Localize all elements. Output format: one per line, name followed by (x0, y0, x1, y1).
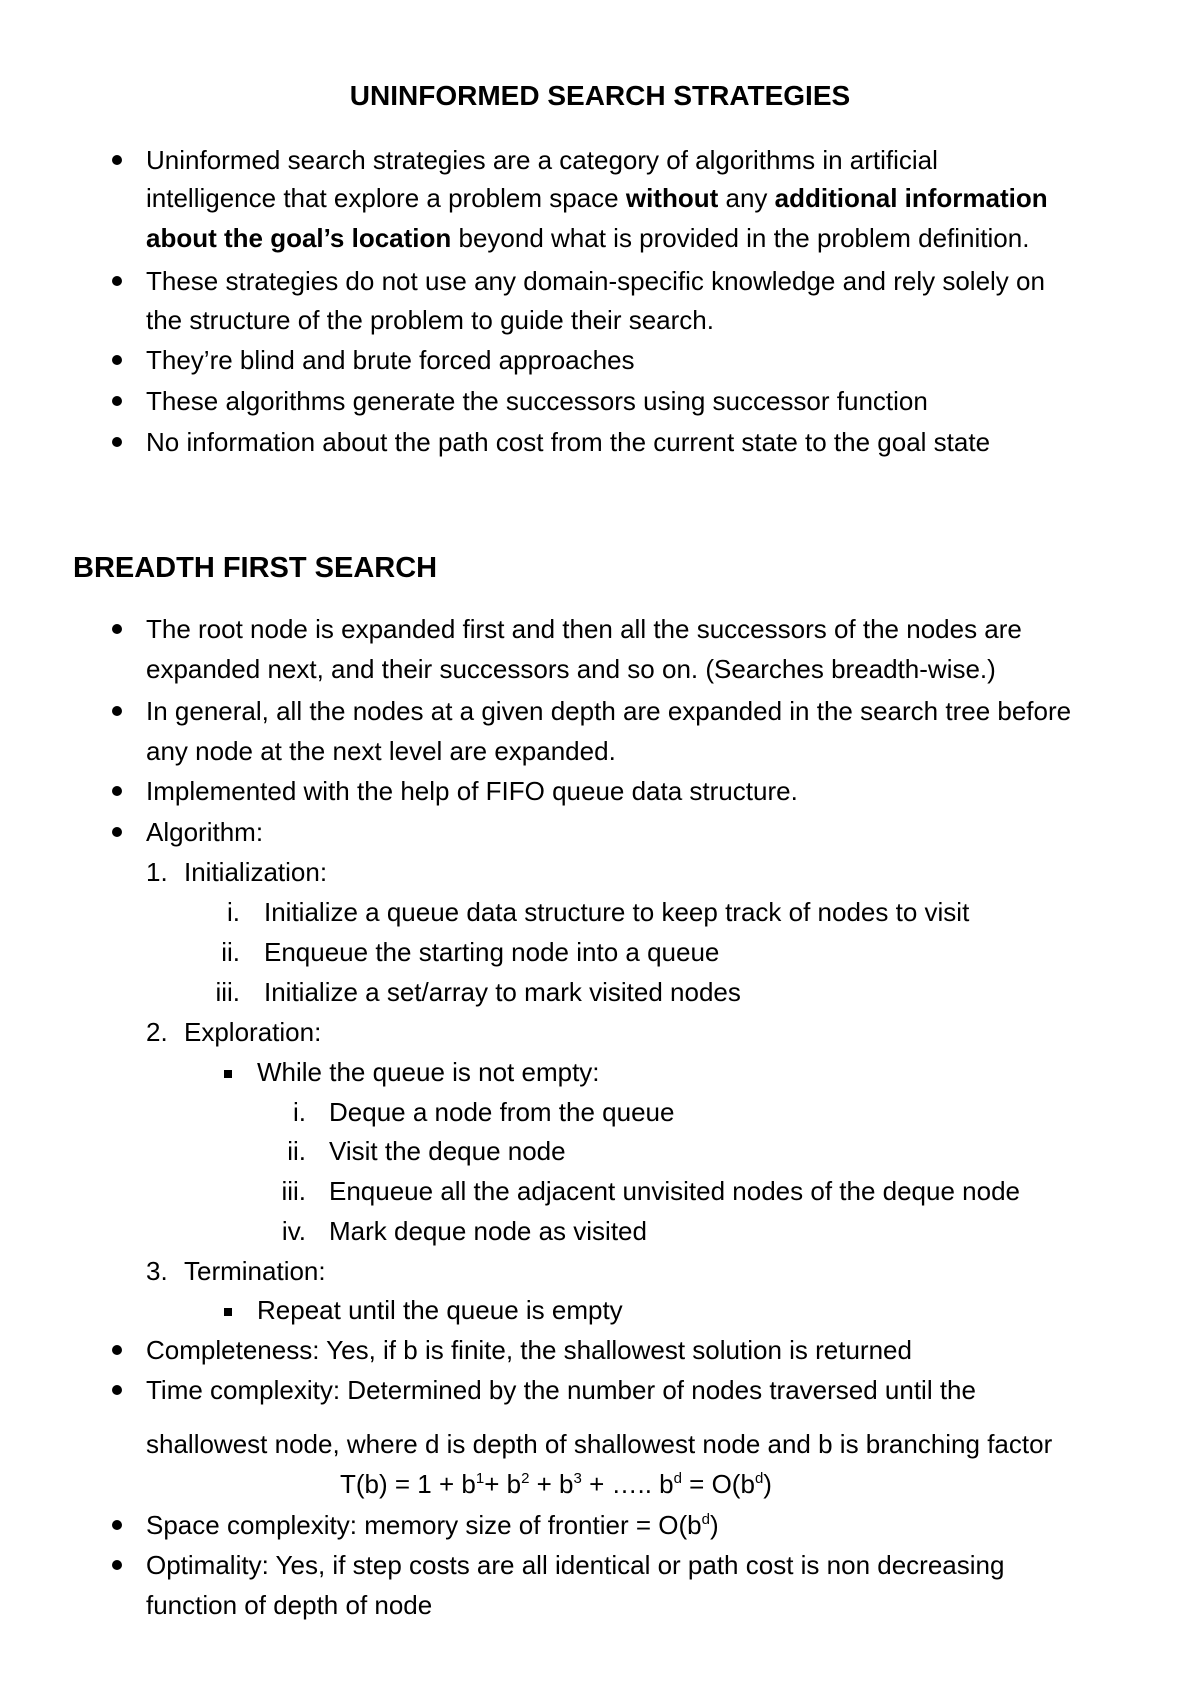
list-item: Enqueue the starting node into a queue (264, 937, 720, 967)
bfs-bullet-8-line-1: Optimality: Yes, if step costs are all identical or path cost is non decreasing (146, 1550, 1005, 1580)
list-item-number: iii. (215, 977, 240, 1007)
list-item-number: iv. (281, 1216, 306, 1246)
bullet-dot (112, 396, 122, 406)
step-label: Exploration: (184, 1017, 322, 1047)
bfs-bullet-7: Space complexity: memory size of frontier = $O(b^d)$ (146, 1510, 719, 1540)
list-item: Mark deque node as visited (329, 1216, 647, 1246)
time-complexity-formula: $T(b) = 1 + b^1+ b^2 + b^3$ + ….. $b^d = O(b^d)$ (340, 1469, 772, 1499)
list-item-number: i. (293, 1097, 306, 1127)
sub-item: Repeat until the queue is empty (257, 1295, 623, 1325)
step-number: 3. (146, 1256, 168, 1286)
bfs-bullet-3: Implemented with the help of FIFO queue data structure. (146, 776, 798, 806)
list-item-number: ii. (221, 937, 240, 967)
bullet-dot (112, 1345, 122, 1355)
step-number: 1. (146, 857, 168, 887)
intro-bullet-1-line-1: Uninformed search strategies are a category of algorithms in artificial (146, 145, 938, 175)
bfs-bullet-2-line-1: In general, all the nodes at a given depth are expanded in the search tree before (146, 696, 1072, 726)
bfs-bullet-6-line-1: Time complexity: Determined by the number of nodes traversed until the (146, 1375, 976, 1405)
step-label: Termination: (184, 1256, 326, 1286)
bullet-dot (112, 355, 122, 365)
bfs-bullet-6-line-2: shallowest node, where d is depth of shallowest node and b is branching factor (146, 1429, 1053, 1459)
bfs-bullet-4: Algorithm: (146, 817, 264, 847)
list-item: Deque a node from the queue (329, 1097, 675, 1127)
intro-bullet-4: These algorithms generate the successors using successor function (146, 386, 928, 416)
square-bullet-icon (224, 1308, 232, 1316)
page-title: UNINFORMED SEARCH STRATEGIES (349, 80, 851, 111)
bullet-dot (112, 437, 122, 447)
step-number: 2. (146, 1017, 168, 1047)
list-item: Enqueue all the adjacent unvisited nodes of the deque node (329, 1176, 1020, 1206)
list-item-number: iii. (281, 1176, 306, 1206)
bullet-dot (112, 155, 122, 165)
bullet-dot (112, 827, 122, 837)
bfs-bullet-1-line-1: The root node is expanded first and then all the successors of the nodes are (146, 614, 1022, 644)
bullet-dot (112, 1520, 122, 1530)
list-item: Visit the deque node (329, 1136, 566, 1166)
square-bullet-icon (224, 1070, 232, 1078)
list-item: Initialize a set/array to mark visited nodes (264, 977, 741, 1007)
bullet-dot (112, 624, 122, 634)
list-item: Initialize a queue data structure to keep track of nodes to visit (264, 897, 970, 927)
intro-bullet-2-line-2: the structure of the problem to guide their search. (146, 305, 714, 335)
intro-bullet-1-line-2: intelligence that explore a problem space without any additional information (146, 183, 1048, 213)
bullet-dot (112, 1385, 122, 1395)
bfs-bullet-2-line-2: any node at the next level are expanded. (146, 736, 616, 766)
bfs-bullet-5: Completeness: Yes, if b is finite, the shallowest solution is returned (146, 1335, 912, 1365)
bfs-bullet-8-line-2: function of depth of node (146, 1590, 433, 1620)
bullet-dot (112, 1560, 122, 1570)
intro-bullet-5: No information about the path cost from the current state to the goal state (146, 427, 991, 457)
section-heading: BREADTH FIRST SEARCH (73, 552, 438, 584)
step-label: Initialization: (184, 857, 328, 887)
bfs-bullet-1-line-2: expanded next, and their successors and so on. (Searches breadth-wise.) (146, 654, 996, 684)
bullet-dot (112, 276, 122, 286)
list-item-number: ii. (287, 1136, 306, 1166)
intro-bullet-2-line-1: These strategies do not use any domain-specific knowledge and rely solely on (146, 266, 1045, 296)
list-item-number: i. (227, 897, 240, 927)
bullet-dot (112, 706, 122, 716)
bullet-dot (112, 786, 122, 796)
intro-bullet-3: They’re blind and brute forced approaches (146, 345, 635, 375)
intro-bullet-1-line-3: about the goal’s location beyond what is provided in the problem definition. (146, 223, 1030, 253)
sub-item: While the queue is not empty: (257, 1057, 600, 1087)
